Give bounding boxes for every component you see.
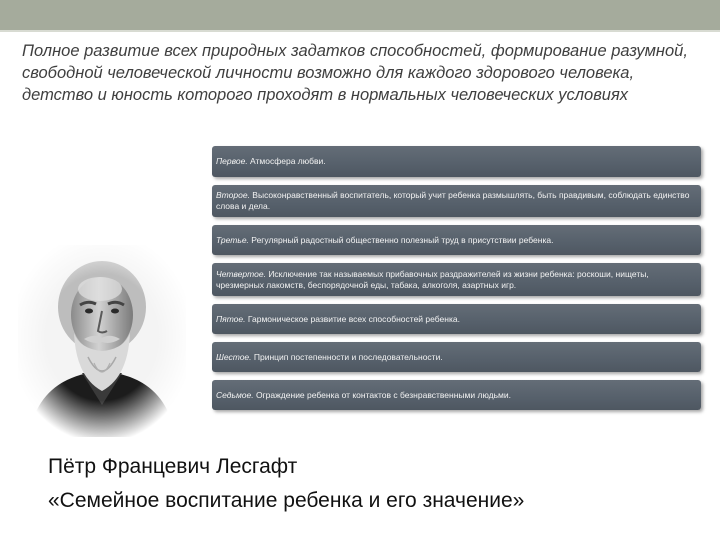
principle-lead: Шестое. — [216, 351, 252, 362]
portrait-photo — [18, 245, 186, 437]
principle-lead: Первое. — [216, 156, 248, 166]
author-name: Пётр Францевич Лесгафт — [48, 455, 298, 478]
slide-top-bar — [0, 0, 720, 30]
slide-top-bar-divider — [0, 30, 720, 32]
principle-body: Гармоническое развитие всех способностей ребенка. — [245, 313, 460, 324]
principle-text — [216, 156, 326, 167]
principle-body: Исключение так называемых прибавочных раздражителей из жизни ребенка: роскоши, нищеты, чрезмерных лакомств, беспорядочной еды, табака, алкоголя, азартных игр. — [216, 268, 649, 290]
principle-item — [212, 380, 701, 410]
principle-item — [212, 304, 701, 334]
principle-item — [212, 225, 701, 255]
principle-lead: Третье. — [216, 234, 249, 245]
principle-body: Принцип постепенности и последовательности. — [251, 351, 443, 362]
principle-item — [212, 342, 701, 372]
principle-body: Высоконравственный воспитатель, который учит ребенка размышлять, быть правдивым, соблюдать единство слова и дела. — [216, 190, 690, 211]
principle-text — [216, 390, 511, 401]
principle-lead: Пятое. — [216, 313, 246, 324]
principle-lead: Второе. — [216, 190, 250, 200]
principle-item — [212, 185, 701, 217]
principle-body: Регулярный радостный общественно полезный труд в присутствии ребенка. — [248, 234, 554, 245]
principle-text — [216, 352, 443, 363]
principle-lead: Четвертое. — [216, 268, 266, 279]
principle-body: Атмосфера любви. — [247, 156, 326, 166]
principle-text — [216, 269, 696, 291]
principle-item — [212, 263, 701, 296]
principle-text — [216, 235, 553, 246]
principle-body: Ограждение ребенка от контактов с безнравственными людьми. — [253, 389, 511, 400]
principles-list — [212, 146, 701, 418]
slide-headline: Полное развитие всех природных задатков способностей, формирование разумной, свободной человеческой личности возможно для каждого здорового человека, детство и юность которого проходят в нормальных человеческих условиях — [22, 42, 688, 104]
work-title: «Семейное воспитание ребенка и его значение» — [48, 489, 525, 512]
principle-text — [216, 314, 460, 325]
principle-item — [212, 146, 701, 177]
principle-lead: Седьмое. — [216, 389, 254, 400]
principle-text — [216, 190, 696, 212]
